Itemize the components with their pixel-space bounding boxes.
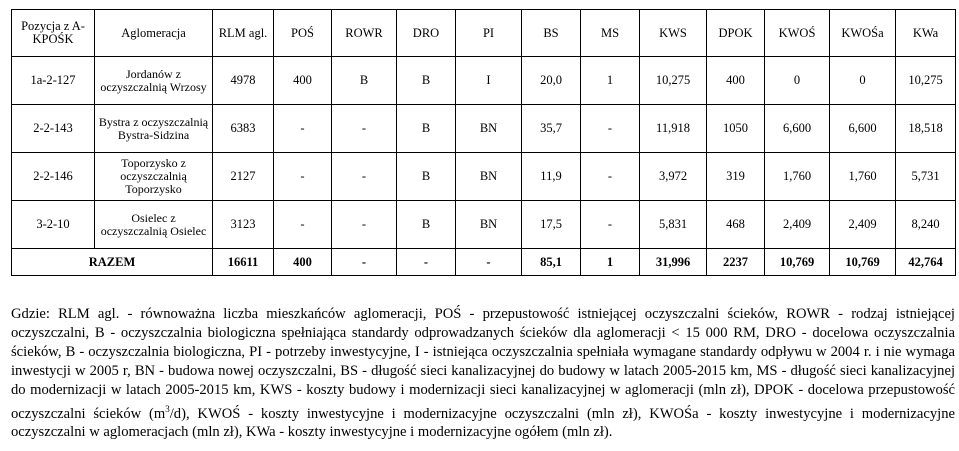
total-cell: 16611 (213, 249, 274, 276)
table-container (11, 9, 955, 276)
table-cell: 5,731 (896, 153, 956, 201)
header-cell: Aglomeracja (95, 10, 213, 57)
table-cell: 1a-2-127 (12, 57, 95, 105)
table-cell: 1,760 (765, 153, 830, 201)
table-cell: 400 (707, 57, 765, 105)
table-cell: - (581, 153, 640, 201)
total-cell: 10,769 (765, 249, 830, 276)
table-cell: 2,409 (765, 201, 830, 249)
total-label: RAZEM (12, 249, 213, 276)
agglomeration-cell: Bystra z oczyszczalnią Bystra-Sidzina (95, 105, 213, 153)
table-cell: - (581, 201, 640, 249)
table-cell: 17,5 (522, 201, 581, 249)
table-row (12, 105, 956, 153)
table-cell: 20,0 (522, 57, 581, 105)
table-cell: 2-2-146 (12, 153, 95, 201)
table-cell: 8,240 (896, 201, 956, 249)
table-cell: B (397, 153, 456, 201)
table-cell: B (397, 201, 456, 249)
header-cell: Pozycja z A-KPOŚK (12, 10, 95, 57)
table-cell: - (332, 105, 397, 153)
table-cell: 400 (274, 57, 332, 105)
header-cell: DPOK (707, 10, 765, 57)
table-cell: - (274, 105, 332, 153)
table-cell: 10,275 (640, 57, 707, 105)
table-cell: 11,918 (640, 105, 707, 153)
total-cell: - (332, 249, 397, 276)
header-row (12, 10, 956, 57)
table-cell: 6,600 (765, 105, 830, 153)
table-cell: B (397, 57, 456, 105)
header-cell: KWOŚa (830, 10, 896, 57)
table-row (12, 153, 956, 201)
table-cell: 3,972 (640, 153, 707, 201)
table-cell: 319 (707, 153, 765, 201)
total-cell: 85,1 (522, 249, 581, 276)
table-cell: BN (456, 153, 522, 201)
total-cell: 1 (581, 249, 640, 276)
table-cell: I (456, 57, 522, 105)
table-cell: 2-2-143 (12, 105, 95, 153)
header-cell: ROWR (332, 10, 397, 57)
table-cell: 1,760 (830, 153, 896, 201)
total-cell: 2237 (707, 249, 765, 276)
header-cell: KWa (896, 10, 956, 57)
table-cell: B (397, 105, 456, 153)
table-row (12, 201, 956, 249)
table-cell: 11,9 (522, 153, 581, 201)
header-cell: RLM agl. (213, 10, 274, 57)
table-cell: 6383 (213, 105, 274, 153)
header-cell: MS (581, 10, 640, 57)
total-row (12, 249, 956, 276)
header-cell: POŚ (274, 10, 332, 57)
table-cell: 468 (707, 201, 765, 249)
total-cell: - (456, 249, 522, 276)
table-cell: 1 (581, 57, 640, 105)
table-cell: 2,409 (830, 201, 896, 249)
table-cell: 3-2-10 (12, 201, 95, 249)
table-cell: BN (456, 105, 522, 153)
table-cell: 4978 (213, 57, 274, 105)
table-cell: BN (456, 201, 522, 249)
table-cell: 6,600 (830, 105, 896, 153)
table-body (12, 57, 956, 276)
table-cell: B (332, 57, 397, 105)
legend-text: Gdzie: RLM agl. - równoważna liczba mieszkańców aglomeracji, POŚ - przepustowość istniejącej oczyszczalni ścieków, ROWR - rodzaj istniejącej oczyszczalni, B - oczyszczalnia biologiczna spełniająca standardy odprowadzanych ścieków dla aglomeracji < 15 000 RM, DRO - docelowa oczyszczalnia ścieków, B - oczyszczalnia biologiczna, PI - potrzeby inwestycyjne, I - istniejąca oczyszczalnia spełniała wymagane standardy odpływu w 2004 r. i nie wymaga inwestycji w 2005 r, BN - budowa nowej oczyszczalni, BS - długość sieci kanalizacyjnej do budowy w latach 2005-2015 km, MS - długość sieci kanalizacyjnej do modernizacji w latach 2005-2015 km, KWS - koszty budowy i modernizacji sieci kanalizacyjnej w aglomeracji (mln zł), DPOK - docelowa przepustowość oczyszczalni ścieków $(m^3/d)$, KWOŚ - koszty inwestycyjne i modernizacyjne oczyszczalni (mln zł), KWOŚa - koszty inwestycyjne i modernizacyjne oczyszczalni w aglomeracjach (mln zł), KWa - koszty inwestycyjne i modernizacyjne ogółem (mln zł). (11, 305, 955, 441)
table-cell: - (332, 201, 397, 249)
total-cell: 10,769 (830, 249, 896, 276)
table-cell: - (332, 153, 397, 201)
table-cell: 0 (830, 57, 896, 105)
table-cell: 10,275 (896, 57, 956, 105)
total-cell: - (397, 249, 456, 276)
header-cell: DRO (397, 10, 456, 57)
table-cell: 35,7 (522, 105, 581, 153)
total-cell: 42,764 (896, 249, 956, 276)
table-cell: - (274, 153, 332, 201)
header-cell: BS (522, 10, 581, 57)
total-cell: 400 (274, 249, 332, 276)
table-cell: - (274, 201, 332, 249)
table-cell: 2127 (213, 153, 274, 201)
agglomeration-cell: Osielec z oczyszczalnią Osielec (95, 201, 213, 249)
table-row (12, 57, 956, 105)
agglomeration-cell: Jordanów z oczyszczalnią Wrzosy (95, 57, 213, 105)
table-cell: 18,518 (896, 105, 956, 153)
header-cell: KWS (640, 10, 707, 57)
data-table (11, 9, 956, 276)
header-cell: KWOŚ (765, 10, 830, 57)
table-cell: - (581, 105, 640, 153)
table-cell: 0 (765, 57, 830, 105)
header-cell: PI (456, 10, 522, 57)
table-cell: 3123 (213, 201, 274, 249)
total-cell: 31,996 (640, 249, 707, 276)
table-cell: 5,831 (640, 201, 707, 249)
table-cell: 1050 (707, 105, 765, 153)
agglomeration-cell: Toporzysko z oczyszczalnią Toporzysko (95, 153, 213, 201)
